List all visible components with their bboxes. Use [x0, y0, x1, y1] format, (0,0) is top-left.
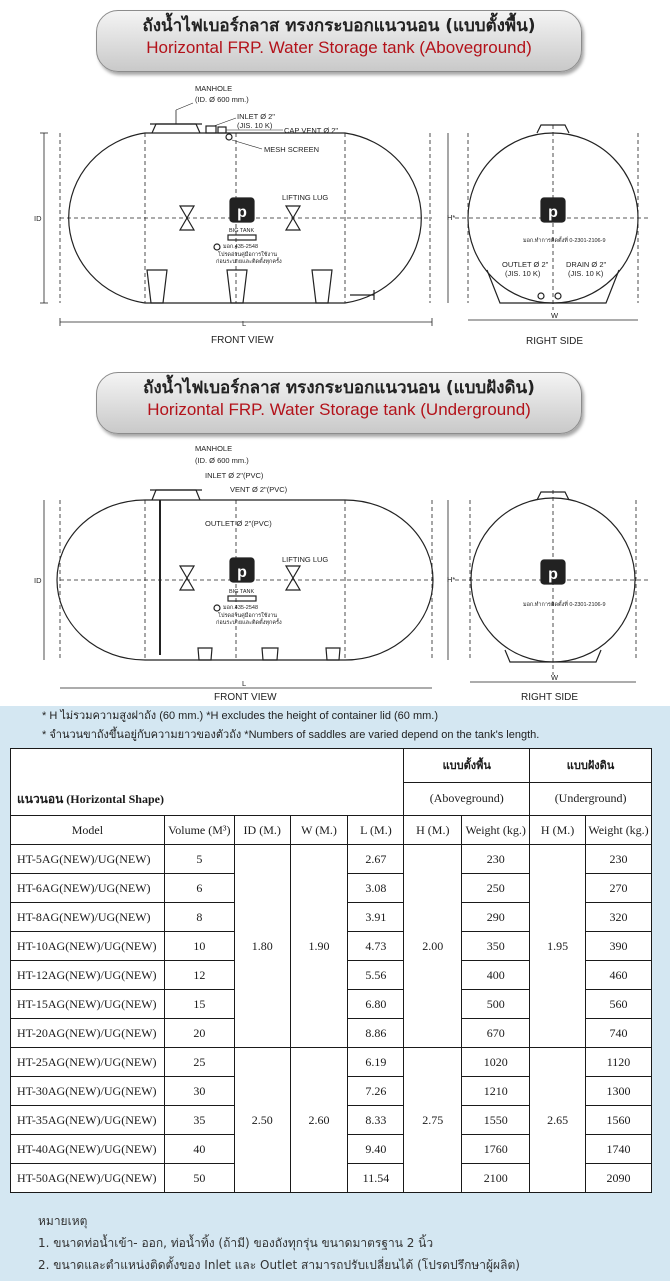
cell-model: HT-25AG(NEW)/UG(NEW)	[11, 1048, 165, 1077]
cell-volume: 20	[164, 1019, 234, 1048]
underground-cert-label: มอก.435-2548	[223, 605, 259, 611]
cell-length: 3.91	[348, 903, 404, 932]
cell-weight-aboveground: 1550	[462, 1106, 530, 1135]
svg-text:p: p	[237, 204, 247, 221]
aboveground-inlet-jis: (JIS. 10 K)	[237, 121, 273, 130]
cell-weight-underground: 1560	[586, 1106, 652, 1135]
cell-h-underground: 1.95	[530, 845, 586, 1048]
cell-weight-underground: 560	[586, 990, 652, 1019]
cell-volume: 5	[164, 845, 234, 874]
col-w: W (M.)	[290, 816, 348, 845]
underground-title-thai: ถังน้ำไฟเบอร์กลาส ทรงกระบอกแนวนอน (แบบฝังดิน)	[143, 378, 535, 398]
cell-model: HT-15AG(NEW)/UG(NEW)	[11, 990, 165, 1019]
cell-volume: 10	[164, 932, 234, 961]
cell-weight-aboveground: 1760	[462, 1135, 530, 1164]
aboveground-drain-label: DRAIN Ø 2"	[566, 260, 607, 269]
cell-model: HT-50AG(NEW)/UG(NEW)	[11, 1164, 165, 1193]
underground-front-view-caption: FRONT VIEW	[214, 692, 277, 703]
underground-cert-note2: ก่อนระบายและติดตั้งทุกครั้ง	[216, 620, 282, 626]
cell-volume: 12	[164, 961, 234, 990]
cell-volume: 15	[164, 990, 234, 1019]
aboveground-cert-note2: ก่อนระบายและติดตั้งทุกครั้ง	[216, 259, 282, 265]
underground-brand-label: BIG TANK	[229, 589, 255, 595]
footer-heading: หมายเหตุ	[38, 1214, 88, 1228]
cell-h-aboveground: 2.75	[404, 1048, 462, 1193]
cell-volume: 30	[164, 1077, 234, 1106]
cell-model: HT-40AG(NEW)/UG(NEW)	[11, 1135, 165, 1164]
footer-line-2: 2. ขนาดและตำแหน่งติดตั้งของ Inlet และ Outlet สามารถปรับเปลี่ยนได้ (โปรดปรึกษาผู้ผลิต)	[38, 1258, 520, 1272]
cell-weight-aboveground: 400	[462, 961, 530, 990]
cell-model: HT-6AG(NEW)/UG(NEW)	[11, 874, 165, 903]
aboveground-lifting-label: LIFTING LUG	[282, 193, 329, 202]
underground-group-header: แบบฝังดิน	[530, 749, 652, 783]
cell-length: 5.56	[348, 961, 404, 990]
cell-volume: 35	[164, 1106, 234, 1135]
underground-title-english: Horizontal FRP. Water Storage tank (Underground)	[147, 400, 531, 419]
col-volume: Volume (M³)	[164, 816, 234, 845]
col-h-ug: H (M.)	[530, 816, 586, 845]
aboveground-manhole-dim: (ID. Ø 600 mm.)	[195, 95, 249, 104]
aboveground-h-label: H*	[447, 213, 456, 222]
underground-group-subheader: (Underground)	[530, 782, 652, 816]
note-saddles: * จำนวนขาถังขึ้นอยู่กับความยาวของตัวถัง *Numbers of saddles are varied depend on the tank's length.	[42, 729, 540, 741]
cell-w: 1.90	[290, 845, 348, 1048]
cell-model: HT-12AG(NEW)/UG(NEW)	[11, 961, 165, 990]
cell-weight-aboveground: 2100	[462, 1164, 530, 1193]
underground-right-side-caption: RIGHT SIDE	[521, 692, 579, 703]
cell-length: 8.86	[348, 1019, 404, 1048]
aboveground-drawing	[0, 0, 670, 360]
svg-text:p: p	[237, 564, 247, 581]
aboveground-brand-label: BIG TANK	[229, 228, 255, 234]
aboveground-w-label: W	[551, 311, 559, 320]
col-h-ag: H (M.)	[404, 816, 462, 845]
footer-line-1: 1. ขนาดท่อน้ำเข้า- ออก, ท่อน้ำทิ้ง (ถ้ามี) ของถังทุกรุ่น ขนาดมาตรฐาน 2 นิ้ว	[38, 1236, 434, 1250]
cell-volume: 6	[164, 874, 234, 903]
cell-weight-aboveground: 500	[462, 990, 530, 1019]
underground-id-label: ID	[34, 576, 42, 585]
aboveground-serial-label: มอก.ทำการติดตั้งที่ 0-2301-2106-9	[523, 238, 606, 244]
cell-weight-underground: 320	[586, 903, 652, 932]
underground-lifting-label: LIFTING LUG	[282, 555, 329, 564]
cell-model: HT-5AG(NEW)/UG(NEW)	[11, 845, 165, 874]
cell-weight-aboveground: 670	[462, 1019, 530, 1048]
spec-table-body	[11, 845, 652, 1193]
table-shape-label: แนวนอน (Horizontal Shape)	[17, 792, 164, 806]
underground-l-label: L	[242, 679, 247, 688]
aboveground-group-subheader: (Aboveground)	[404, 782, 530, 816]
cell-w: 2.60	[290, 1048, 348, 1193]
aboveground-outlet-jis: (JIS. 10 K)	[505, 269, 541, 278]
col-weight-ag: Weight (kg.)	[462, 816, 530, 845]
underground-vent-label: VENT Ø 2"(PVC)	[230, 485, 288, 494]
cell-model: HT-8AG(NEW)/UG(NEW)	[11, 903, 165, 932]
cell-weight-underground: 1120	[586, 1048, 652, 1077]
aboveground-l-label: L	[242, 319, 247, 328]
note-h-excludes-lid: * H ไม่รวมความสูงฝาถัง (60 mm.) *H excludes the height of container lid (60 mm.)	[42, 710, 438, 722]
aboveground-cap-vent-label: CAP VENT Ø 2"	[284, 126, 339, 135]
aboveground-title-thai: ถังน้ำไฟเบอร์กลาส ทรงกระบอกแนวนอน (แบบตั้งพื้น)	[142, 16, 536, 36]
aboveground-manhole-label: MANHOLE	[195, 84, 233, 93]
cell-length: 2.67	[348, 845, 404, 874]
cell-h-underground: 2.65	[530, 1048, 586, 1193]
cell-length: 7.26	[348, 1077, 404, 1106]
underground-inlet-label: INLET Ø 2"(PVC)	[205, 471, 264, 480]
table-row	[11, 845, 652, 874]
underground-manhole-label: MANHOLE	[195, 444, 233, 453]
table-header-row	[11, 816, 652, 845]
aboveground-drain-jis: (JIS. 10 K)	[568, 269, 604, 278]
cell-volume: 25	[164, 1048, 234, 1077]
cell-length: 8.33	[348, 1106, 404, 1135]
cell-model: HT-35AG(NEW)/UG(NEW)	[11, 1106, 165, 1135]
aboveground-mesh-label: MESH SCREEN	[264, 145, 320, 154]
cell-weight-aboveground: 350	[462, 932, 530, 961]
aboveground-id-label: ID	[34, 214, 42, 223]
aboveground-inlet-label: INLET Ø 2"	[237, 112, 275, 121]
underground-cert-note1: โปรดอ่านคู่มือการใช้งาน	[218, 613, 278, 619]
underground-w-label: W	[551, 673, 559, 682]
aboveground-cert-label: มอก.435-2548	[223, 244, 259, 250]
col-weight-ug: Weight (kg.)	[586, 816, 652, 845]
cell-weight-underground: 1300	[586, 1077, 652, 1106]
cell-length: 11.54	[348, 1164, 404, 1193]
dimension-notes	[42, 707, 539, 745]
cell-model: HT-20AG(NEW)/UG(NEW)	[11, 1019, 165, 1048]
cell-weight-underground: 230	[586, 845, 652, 874]
cell-model: HT-30AG(NEW)/UG(NEW)	[11, 1077, 165, 1106]
cell-model: HT-10AG(NEW)/UG(NEW)	[11, 932, 165, 961]
cell-weight-underground: 1740	[586, 1135, 652, 1164]
cell-length: 6.19	[348, 1048, 404, 1077]
aboveground-outlet-label: OUTLET Ø 2"	[502, 260, 549, 269]
cell-weight-underground: 270	[586, 874, 652, 903]
aboveground-right-side-caption: RIGHT SIDE	[526, 336, 584, 347]
cell-weight-underground: 390	[586, 932, 652, 961]
cell-length: 3.08	[348, 874, 404, 903]
cell-weight-underground: 740	[586, 1019, 652, 1048]
cell-volume: 8	[164, 903, 234, 932]
cell-weight-aboveground: 230	[462, 845, 530, 874]
aboveground-cert-note1: โปรดอ่านคู่มือการใช้งาน	[218, 252, 278, 258]
cell-length: 9.40	[348, 1135, 404, 1164]
underground-drawing	[0, 350, 670, 710]
svg-text:p: p	[548, 204, 558, 221]
cell-weight-underground: 2090	[586, 1164, 652, 1193]
cell-id: 2.50	[234, 1048, 290, 1193]
cell-weight-underground: 460	[586, 961, 652, 990]
table-row	[11, 1048, 652, 1077]
cell-weight-aboveground: 1020	[462, 1048, 530, 1077]
aboveground-title-english: Horizontal FRP. Water Storage tank (Aboveground)	[146, 38, 532, 57]
col-id: ID (M.)	[234, 816, 290, 845]
svg-text:p: p	[548, 566, 558, 583]
footer-notes	[38, 1210, 520, 1276]
cell-length: 4.73	[348, 932, 404, 961]
cell-h-aboveground: 2.00	[404, 845, 462, 1048]
underground-serial-label: มอก.ทำการติดตั้งที่ 0-2301-2106-9	[523, 602, 606, 608]
cell-weight-aboveground: 1210	[462, 1077, 530, 1106]
underground-manhole-dim: (ID. Ø 600 mm.)	[195, 456, 249, 465]
cell-id: 1.80	[234, 845, 290, 1048]
aboveground-front-view-caption: FRONT VIEW	[211, 335, 274, 346]
col-model: Model	[11, 816, 165, 845]
cell-weight-aboveground: 290	[462, 903, 530, 932]
table-shape-header	[11, 749, 404, 816]
underground-outlet-label: OUTLET Ø 2"(PVC)	[205, 519, 272, 528]
underground-h-label: H*	[447, 575, 456, 584]
cell-weight-aboveground: 250	[462, 874, 530, 903]
cell-length: 6.80	[348, 990, 404, 1019]
cell-volume: 50	[164, 1164, 234, 1193]
cell-volume: 40	[164, 1135, 234, 1164]
aboveground-group-header: แบบตั้งพื้น	[404, 749, 530, 783]
col-l: L (M.)	[348, 816, 404, 845]
spec-table	[10, 748, 652, 1193]
